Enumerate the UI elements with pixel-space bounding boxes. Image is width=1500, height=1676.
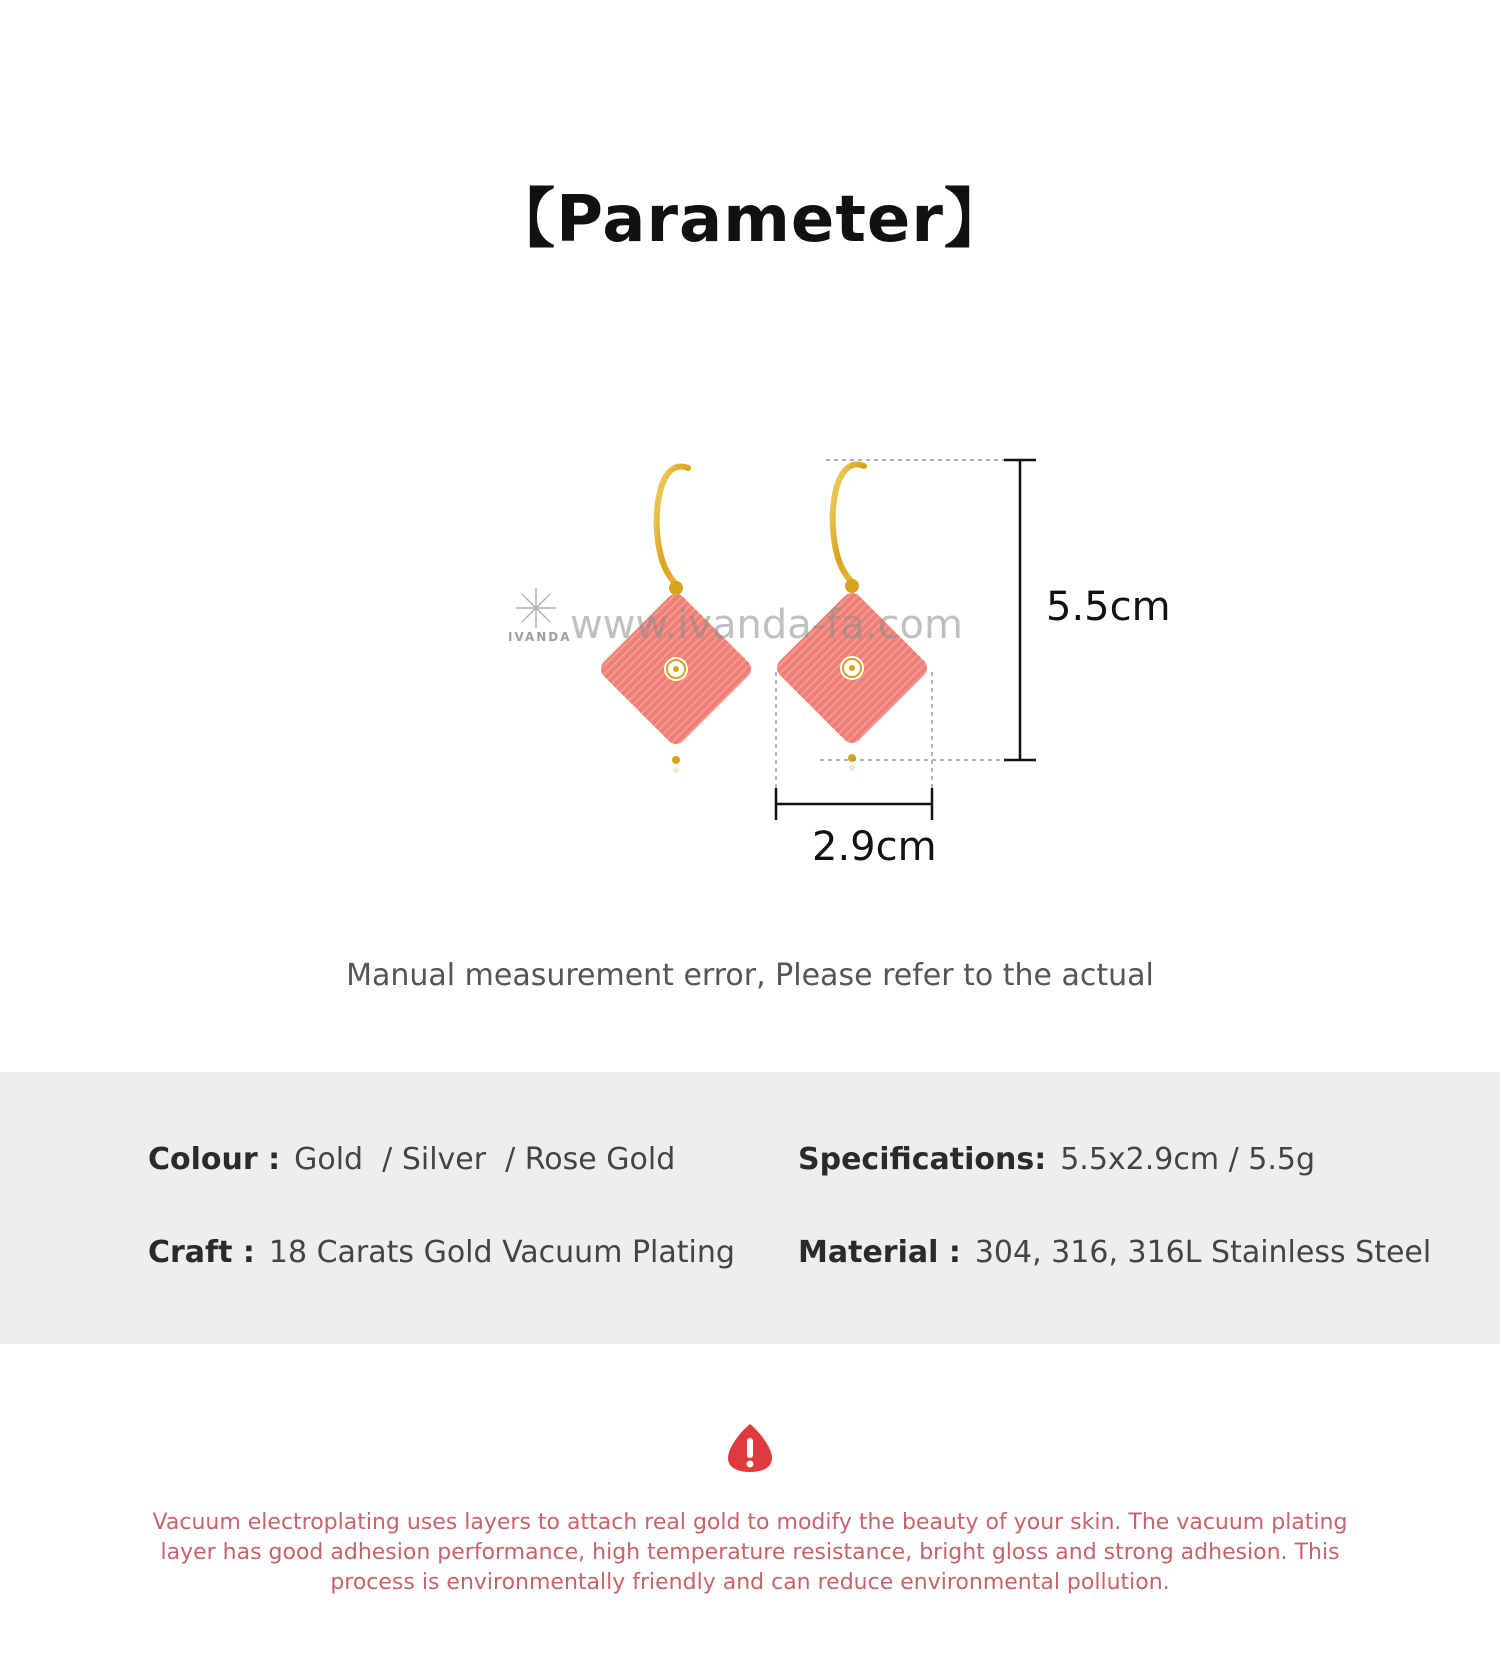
spec-specifications: [798, 1142, 1315, 1177]
exclamation-warning-icon: [726, 1422, 774, 1474]
measurement-note: Manual measurement error, Please refer to the actual: [346, 958, 1154, 993]
spec-panel: [0, 1072, 1500, 1344]
spec-colour-value: Gold / Silver / Rose Gold: [294, 1142, 676, 1177]
spec-specifications-label: Specifications:: [798, 1142, 1047, 1177]
spec-material-label: Material :: [798, 1235, 961, 1270]
spec-material: [798, 1235, 1431, 1270]
spec-colour-label: Colour :: [148, 1142, 281, 1177]
height-dimension-bar: [1004, 460, 1036, 760]
width-label: 2.9cm: [812, 824, 937, 870]
spec-specifications-value: 5.5x2.9cm / 5.5g: [1060, 1142, 1316, 1177]
spec-colour: [148, 1142, 675, 1177]
spec-material-value: 304, 316, 316L Stainless Steel: [974, 1235, 1432, 1270]
spec-craft-label: Craft :: [148, 1235, 255, 1270]
height-label: 5.5cm: [1046, 584, 1171, 630]
plating-description: Vacuum electroplating uses layers to attach real gold to modify the beauty of your skin. The vacuum plating layer has good adhesion performance, high temperature resistance, bright gloss and strong adhesion. This process is environmentally friendly and can reduce environmental pollution.: [152, 1510, 1348, 1595]
spec-craft: [148, 1235, 735, 1270]
watermark-url: www.ivanda-fa.com: [570, 602, 963, 648]
star-logo-icon: [516, 588, 556, 628]
spec-craft-value: 18 Carats Gold Vacuum Plating: [268, 1235, 735, 1270]
page-title: 【Parameter】: [491, 183, 1009, 257]
width-dimension-bar: [776, 788, 932, 820]
watermark-brand: IVANDA: [508, 630, 572, 644]
